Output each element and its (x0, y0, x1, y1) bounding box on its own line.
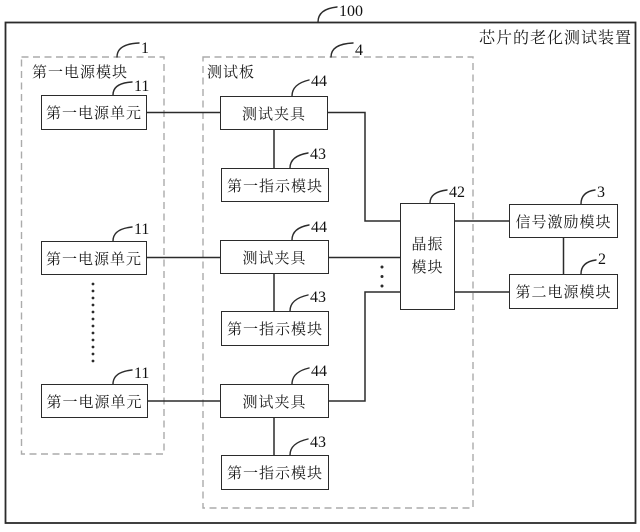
signal-excitation-label: 信号激励模块 (515, 214, 612, 231)
ref-44-3: 44 (311, 363, 327, 380)
ref-11-1: 11 (134, 78, 150, 95)
test-fixture-box-3 (220, 384, 329, 418)
leader-curve-42 (430, 190, 447, 203)
leader-curve-1 (117, 43, 139, 57)
crystal-module-box (400, 203, 455, 310)
leader-curve-11-1 (113, 82, 132, 95)
connector-fixture3-crystal (329, 292, 400, 401)
power-unit-label: 第一电源单元 (46, 394, 143, 411)
figure-title: 芯片的老化测试装置 (478, 30, 632, 47)
test-board-group-label: 测试板 (207, 65, 256, 81)
power-unit-box-3 (41, 384, 148, 418)
ref-11-3: 11 (134, 365, 150, 382)
leader-curve-100 (318, 7, 337, 22)
ref-44-1: 44 (311, 73, 327, 90)
leader-curve-43-2 (290, 295, 308, 311)
ref-3: 3 (597, 184, 605, 201)
signal-excitation-box (509, 204, 618, 238)
ref-43-2: 43 (310, 289, 326, 306)
power-unit-box-1 (41, 95, 147, 130)
power-unit-label: 第一电源单元 (45, 251, 142, 268)
ref-2: 2 (598, 251, 606, 268)
test-fixture-label: 测试夹具 (242, 394, 307, 411)
test-fixture-box-1 (220, 96, 328, 130)
indicator-box-3 (221, 455, 329, 490)
power-unit-label: 第一电源单元 (45, 106, 142, 122)
leader-curve-44-2 (292, 225, 309, 240)
indicator-box-2 (221, 311, 329, 346)
leader-curve-3 (581, 190, 595, 204)
indicator-label: 第一指示模块 (226, 178, 323, 195)
leader-curve-43-1 (290, 153, 308, 168)
ref-100: 100 (339, 3, 363, 20)
connector-fixture1-crystal (328, 113, 400, 222)
indicator-label: 第一指示模块 (226, 466, 323, 482)
crystal-module-label-line2: 模块 (411, 259, 444, 276)
leader-curve-11-3 (113, 370, 132, 384)
ref-1: 1 (141, 40, 149, 57)
test-fixture-box-2 (220, 240, 329, 274)
leader-curve-11-2 (113, 227, 132, 241)
leader-curve-44-3 (292, 368, 309, 384)
leader-curve-2 (581, 260, 596, 274)
power-unit-box-2 (41, 241, 147, 275)
second-power-box (509, 274, 618, 309)
leader-curve-43-3 (290, 439, 308, 455)
leader-curve-44-1 (292, 80, 309, 96)
ref-4: 4 (355, 42, 363, 59)
ref-43-1: 43 (310, 146, 326, 163)
indicator-label: 第一指示模块 (226, 322, 323, 338)
test-fixture-label: 测试夹具 (242, 250, 307, 267)
indicator-box-1 (221, 168, 329, 202)
ref-44-2: 44 (311, 219, 327, 236)
ref-43-3: 43 (310, 434, 326, 451)
second-power-label: 第二电源模块 (515, 285, 612, 301)
ref-42: 42 (449, 184, 465, 201)
test-fixture-label: 测试夹具 (241, 106, 306, 123)
ellipsis-dots-crystal (381, 266, 384, 288)
power-module-group-label: 第一电源模块 (32, 65, 129, 81)
ellipsis-dots-power-units (92, 283, 95, 363)
leader-curve-4 (331, 43, 353, 57)
ref-11-2: 11 (134, 221, 150, 238)
crystal-module-label-line1: 晶振 (411, 236, 444, 253)
